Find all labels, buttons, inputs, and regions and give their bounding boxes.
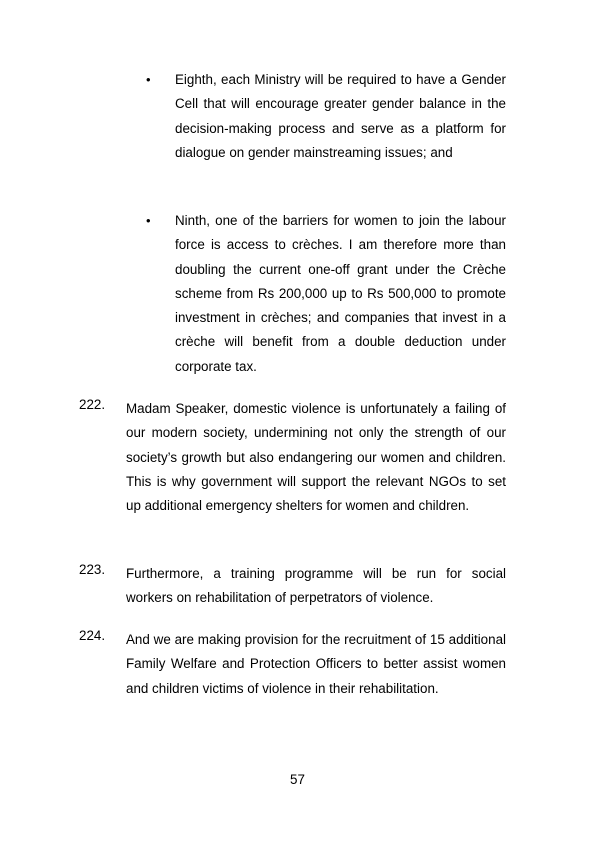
bullet-text: Eighth, each Ministry will be required to have a Gender Cell that will encourage greater gender balance in the decision-making process and serve as a platform for dialogue on gender mainstreaming issues; and — [175, 72, 506, 160]
bullet-item-ninth — [146, 209, 506, 379]
bullet-marker: • — [146, 213, 151, 228]
paragraph-text: Furthermore, a training programme will be run for social workers on rehabilitation of perpetrators of violence. — [126, 566, 506, 606]
page-number: 57 — [290, 772, 305, 787]
bullet-marker: • — [146, 72, 151, 87]
bullet-item-eighth — [146, 68, 506, 165]
paragraph-number: 224. — [79, 628, 106, 643]
paragraph-text: Madam Speaker, domestic violence is unfortunately a failing of our modern society, undermining not only the strength of our society’s growth but also endangering our women and children. This is why government will support the relevant NGOs to set up additional emergency shelters for women and children. — [126, 401, 506, 514]
paragraph-text: And we are making provision for the recruitment of 15 additional Family Welfare and Protection Officers to better assist women and children victims of violence in their rehabilitation. — [126, 632, 506, 696]
bullet-text: Ninth, one of the barriers for women to join the labour force is access to crèches. I am therefore more than doubling the current one-off grant under the Crèche scheme from Rs 200,000 up to Rs 500,000 to promote investment in crèches; and companies that invest in a crèche will benefit from a double deduction under corporate tax. — [175, 213, 506, 374]
paragraph-number: 222. — [79, 397, 106, 412]
paragraph-number: 223. — [79, 562, 106, 577]
